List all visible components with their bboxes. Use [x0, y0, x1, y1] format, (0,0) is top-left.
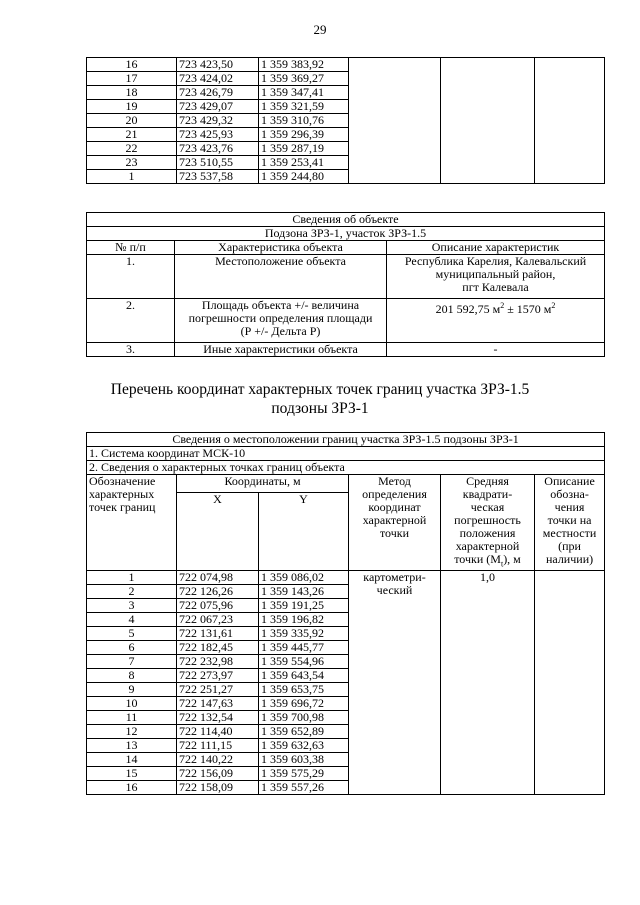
coord-y: 1 359 700,98 — [259, 711, 349, 725]
coordinates-heading: Перечень координат характерных точек границ участка ЗРЗ-1.5 подзоны ЗРЗ-1 — [110, 381, 530, 417]
point-number: 1 — [87, 170, 177, 184]
coord-x: 722 140,22 — [177, 753, 259, 767]
coord-y: 1 359 575,29 — [259, 767, 349, 781]
table-row — [87, 114, 605, 128]
point-number: 16 — [87, 58, 177, 72]
coord-y: 1 359 321,59 — [259, 100, 349, 114]
point-number: 1 — [87, 571, 177, 585]
table-row — [87, 156, 605, 170]
coordinates-table-title: Сведения о местоположении границ участка ЗРЗ-1.5 подзоны ЗРЗ-1 — [87, 433, 605, 447]
coord-x: 722 232,98 — [177, 655, 259, 669]
empty-cell — [441, 86, 535, 100]
empty-cell — [349, 170, 441, 184]
object-row-1-name: Местоположение объекта — [175, 255, 387, 299]
coord-y: 1 359 310,76 — [259, 114, 349, 128]
coord-x: 723 425,93 — [177, 128, 259, 142]
point-number: 9 — [87, 683, 177, 697]
point-number: 12 — [87, 725, 177, 739]
coord-y: 1 359 632,63 — [259, 739, 349, 753]
coord-y: 1 359 652,89 — [259, 725, 349, 739]
coord-x: 722 114,40 — [177, 725, 259, 739]
empty-cell — [349, 58, 441, 72]
object-row-2-num: 2. — [87, 299, 175, 343]
coord-x: 723 426,79 — [177, 86, 259, 100]
object-row-3-num: 3. — [87, 343, 175, 357]
object-row-2-desc: 201 592,75 $м^2 \pm 1570$ $м^2$ — [387, 299, 605, 343]
empty-cell — [535, 72, 605, 86]
point-number: 21 — [87, 128, 177, 142]
coordinate-system-row: 1. Система координат МСК-10 — [87, 447, 605, 461]
header-method: Метод определения координат характерной точки — [349, 475, 441, 571]
coord-x: 722 132,54 — [177, 711, 259, 725]
point-number: 5 — [87, 627, 177, 641]
header-point-description: Описание обозна- чения точки на местности (при наличии) — [535, 475, 605, 571]
empty-cell — [535, 170, 605, 184]
point-number: 3 — [87, 599, 177, 613]
coord-x: 722 111,15 — [177, 739, 259, 753]
coord-x: 722 074,98 — [177, 571, 259, 585]
rms-error-value: 1,0 — [441, 571, 535, 795]
coord-x: 723 423,76 — [177, 142, 259, 156]
coord-y: 1 359 369,27 — [259, 72, 349, 86]
coord-y: 1 359 143,26 — [259, 585, 349, 599]
coord-x: 723 537,58 — [177, 170, 259, 184]
point-number: 16 — [87, 781, 177, 795]
table-row — [87, 72, 605, 86]
point-number: 17 — [87, 72, 177, 86]
empty-cell — [349, 128, 441, 142]
header-y: Y — [259, 493, 349, 571]
empty-cell — [441, 58, 535, 72]
object-row-3-desc: - — [387, 343, 605, 357]
coord-x: 723 423,50 — [177, 58, 259, 72]
object-table-header-desc: Описание характеристик — [387, 241, 605, 255]
point-number: 6 — [87, 641, 177, 655]
coord-x: 722 251,27 — [177, 683, 259, 697]
method-value: картометри- ческий — [349, 571, 441, 795]
point-number: 20 — [87, 114, 177, 128]
coordinates-table-continued — [86, 57, 605, 184]
coord-x: 722 182,45 — [177, 641, 259, 655]
table-row — [87, 170, 605, 184]
table-row — [87, 142, 605, 156]
coord-y: 1 359 445,77 — [259, 641, 349, 655]
empty-cell — [441, 72, 535, 86]
point-number: 23 — [87, 156, 177, 170]
description-value — [535, 571, 605, 795]
object-info-table — [86, 212, 605, 357]
empty-cell — [441, 128, 535, 142]
coord-x: 722 075,96 — [177, 599, 259, 613]
header-x: X — [177, 493, 259, 571]
header-coordinates: Координаты, м — [177, 475, 349, 493]
coordinates-table — [86, 432, 605, 795]
coord-x: 722 147,63 — [177, 697, 259, 711]
coord-y: 1 359 287,19 — [259, 142, 349, 156]
object-row-1-num: 1. — [87, 255, 175, 299]
coord-x: 722 067,23 — [177, 613, 259, 627]
coord-y: 1 359 603,38 — [259, 753, 349, 767]
coord-y: 1 359 557,26 — [259, 781, 349, 795]
point-number: 2 — [87, 585, 177, 599]
coord-x: 722 131,61 — [177, 627, 259, 641]
empty-cell — [441, 142, 535, 156]
point-number: 19 — [87, 100, 177, 114]
empty-cell — [349, 86, 441, 100]
coord-y: 1 359 296,39 — [259, 128, 349, 142]
point-number: 10 — [87, 697, 177, 711]
object-row-3-name: Иные характеристики объекта — [175, 343, 387, 357]
table-row — [87, 86, 605, 100]
empty-cell — [441, 114, 535, 128]
point-number: 22 — [87, 142, 177, 156]
empty-cell — [441, 100, 535, 114]
empty-cell — [441, 156, 535, 170]
table-row — [87, 58, 605, 72]
empty-cell — [441, 170, 535, 184]
empty-cell — [349, 100, 441, 114]
object-row-1-desc: Республика Карелия, Калевальский муниципальный район, пгт Калевала — [387, 255, 605, 299]
coord-x: 723 429,32 — [177, 114, 259, 128]
object-table-title: Сведения об объекте — [87, 213, 605, 227]
coord-y: 1 359 253,41 — [259, 156, 349, 170]
empty-cell — [349, 72, 441, 86]
empty-cell — [535, 86, 605, 100]
coord-x: 723 429,07 — [177, 100, 259, 114]
header-rms-error: Средняя квадрати- ческая погрешность положения характерной точки $(M_t)$, м — [441, 475, 535, 571]
empty-cell — [535, 114, 605, 128]
point-number: 18 — [87, 86, 177, 100]
point-number: 8 — [87, 669, 177, 683]
coord-x: 722 273,97 — [177, 669, 259, 683]
empty-cell — [349, 156, 441, 170]
object-table-header-name: Характеристика объекта — [175, 241, 387, 255]
object-row-2-name: Площадь объекта +/- величина погрешности определения площади (Р +/- Дельта Р) — [175, 299, 387, 343]
coord-y: 1 359 696,72 — [259, 697, 349, 711]
point-number: 4 — [87, 613, 177, 627]
empty-cell — [349, 114, 441, 128]
coord-y: 1 359 347,41 — [259, 86, 349, 100]
object-table-subtitle: Подзона ЗРЗ-1, участок ЗРЗ-1.5 — [87, 227, 605, 241]
coord-y: 1 359 086,02 — [259, 571, 349, 585]
table-row — [87, 100, 605, 114]
point-number: 11 — [87, 711, 177, 725]
empty-cell — [535, 142, 605, 156]
coord-y: 1 359 335,92 — [259, 627, 349, 641]
empty-cell — [535, 100, 605, 114]
coord-x: 723 424,02 — [177, 72, 259, 86]
point-number: 13 — [87, 739, 177, 753]
header-point-designation: Обозначение характерных точек границ — [87, 475, 177, 571]
empty-cell — [349, 142, 441, 156]
coord-y: 1 359 554,96 — [259, 655, 349, 669]
empty-cell — [535, 58, 605, 72]
coord-y: 1 359 196,82 — [259, 613, 349, 627]
points-info-row: 2. Сведения о характерных точках границ объекта — [87, 461, 605, 475]
coord-y: 1 359 244,80 — [259, 170, 349, 184]
coord-y: 1 359 643,54 — [259, 669, 349, 683]
coord-x: 722 156,09 — [177, 767, 259, 781]
table-row — [87, 571, 605, 585]
coord-y: 1 359 653,75 — [259, 683, 349, 697]
coord-x: 723 510,55 — [177, 156, 259, 170]
coord-y: 1 359 383,92 — [259, 58, 349, 72]
point-number: 15 — [87, 767, 177, 781]
coord-x: 722 126,26 — [177, 585, 259, 599]
object-table-header-num: № п/п — [87, 241, 175, 255]
empty-cell — [535, 128, 605, 142]
page-number: 29 — [313, 22, 327, 37]
empty-cell — [535, 156, 605, 170]
point-number: 7 — [87, 655, 177, 669]
table-row — [87, 128, 605, 142]
coord-x: 722 158,09 — [177, 781, 259, 795]
point-number: 14 — [87, 753, 177, 767]
coord-y: 1 359 191,25 — [259, 599, 349, 613]
